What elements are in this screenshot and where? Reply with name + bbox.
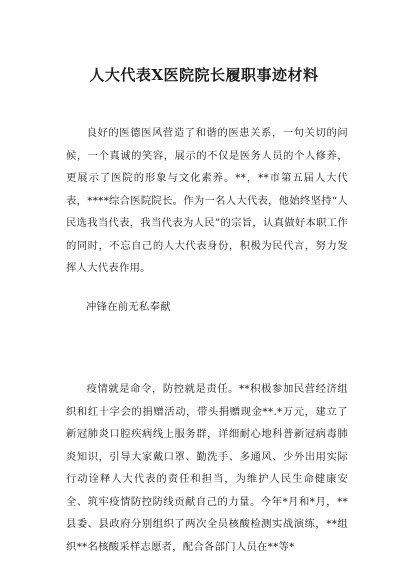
document-title: 人大代表X医院院长履职事迹材料 (89, 66, 319, 84)
intro-paragraph: 良好的医德医风营造了和谐的医患关系，一句关切的问候，一个真诚的笑容，展示的不仅是医务人员的个人修养，更展示了医院的形象与文化素养。**，**市第五届人大代表，****综合医院院长。作为一名人大代表，他始终坚持“人民选我当代表，我当代表为人民”的宗旨，认真做好本职工作的同时，不忘自己的人大代表身份，积极为民代言，努力发挥人大代表作用。 (66, 127, 348, 274)
section-heading: 冲锋在前无私奉献 (86, 301, 171, 313)
body-paragraph: 疫情就是命令，防控就是责任。**积极参加民营经济组织和红十字会的捐赠活动，带头捐赠现金**.*万元，建立了新冠肺炎口腔疾病线上服务群，详细耐心地科普新冠病毒肺炎知识，引导大家戴口罩、勤洗手、多通风、少外出用实际行动诠释人大代表的责任和担当，为维护人民生命健康安全、筑牢疫情防控防线贡献自己的力量。今年*月和*月，**县委、县政府分别组织了两次全员核酸检测实战演练，**组织**名核酸采样志愿者，配合各部门人员在**等* (66, 383, 348, 553)
